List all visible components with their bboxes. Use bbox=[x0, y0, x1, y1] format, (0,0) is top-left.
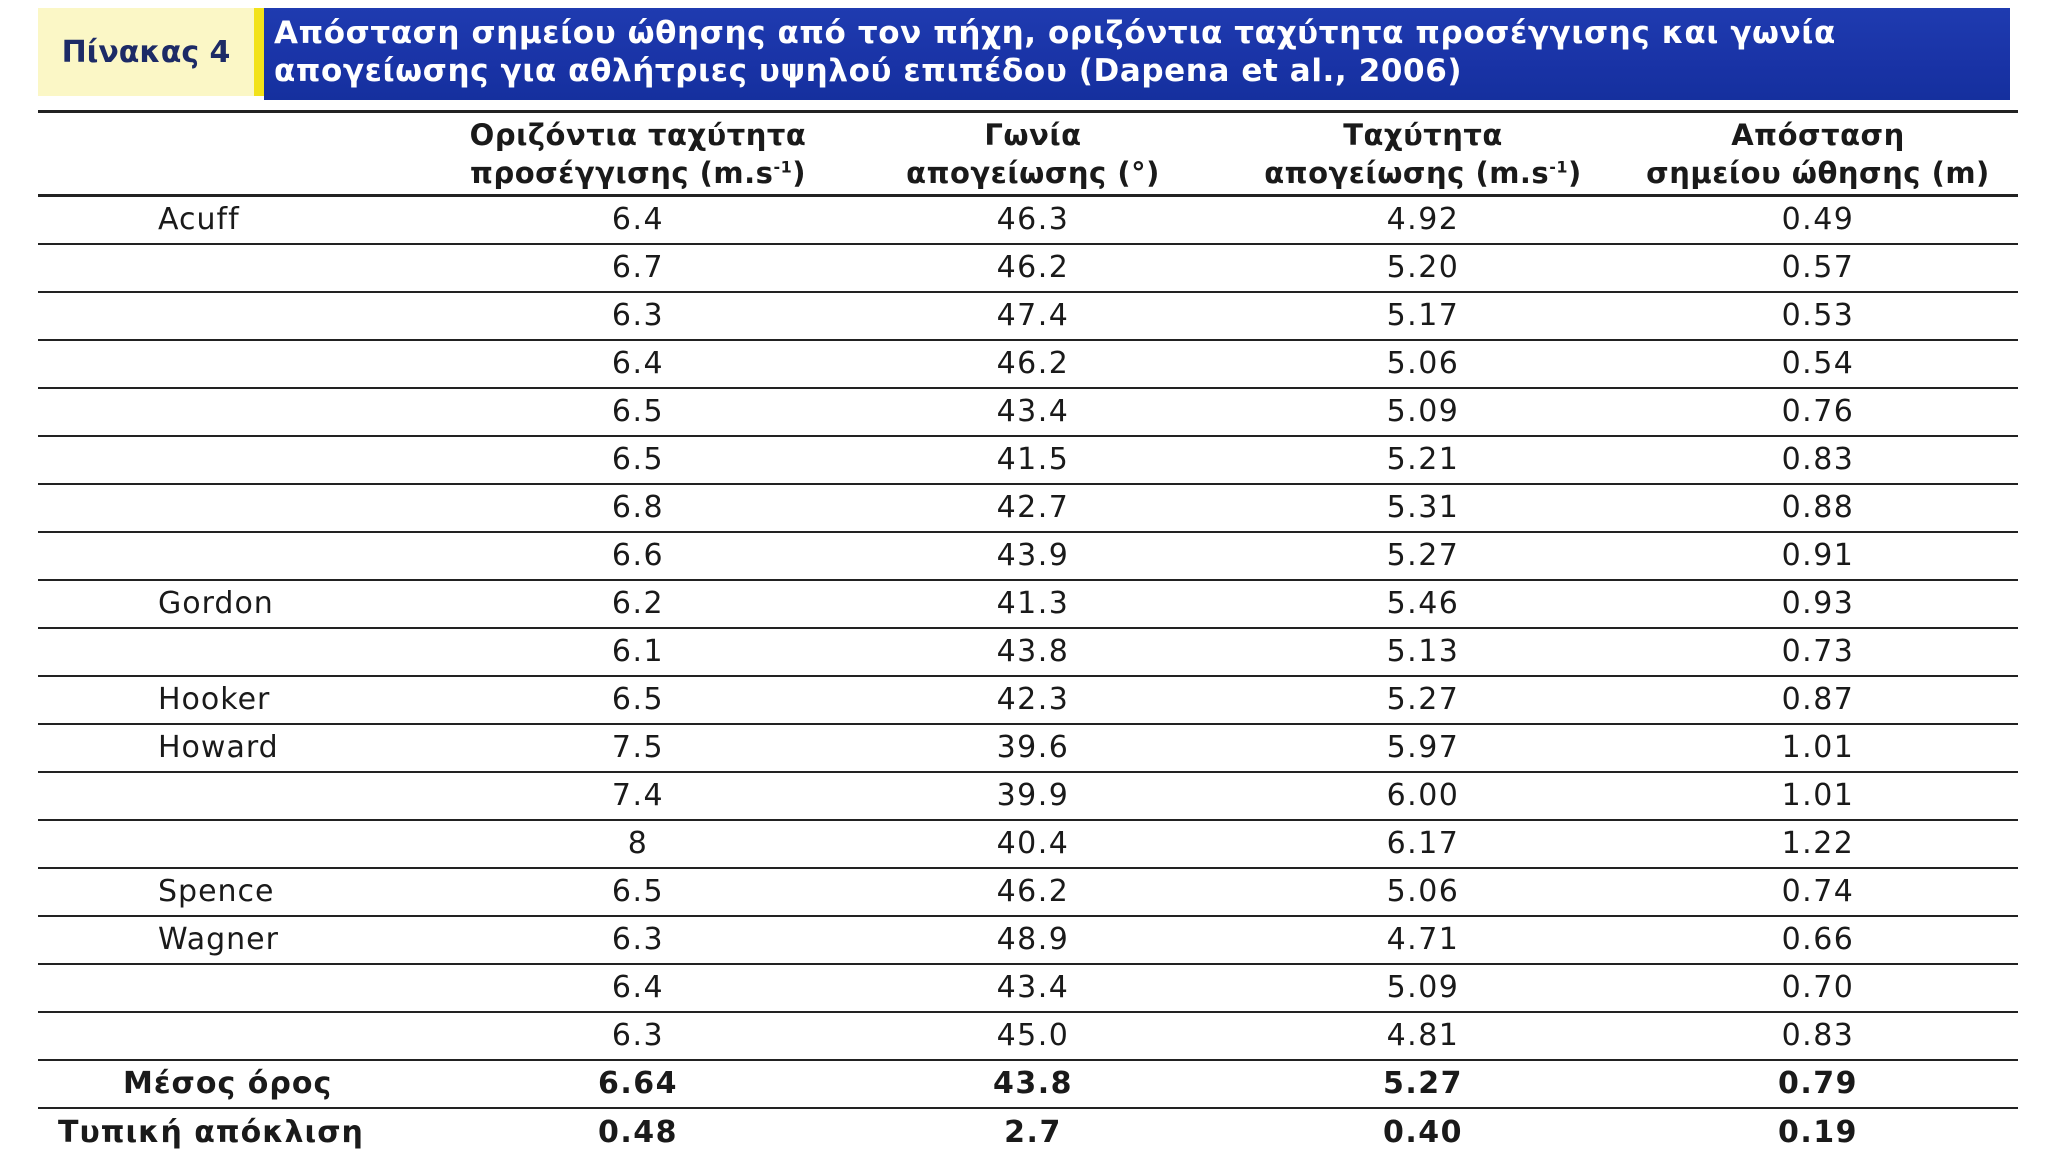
athlete-name-cell: Wagner bbox=[158, 922, 279, 957]
table-row bbox=[38, 724, 2018, 772]
approach-speed-cell: 0.48 bbox=[597, 1114, 679, 1150]
takeoff-angle-cell: 46.3 bbox=[996, 202, 1070, 238]
table-row bbox=[38, 532, 2018, 580]
takeoff-speed-cell: 5.27 bbox=[1386, 538, 1460, 573]
takeoff-speed-cell: 4.81 bbox=[1386, 1018, 1460, 1053]
takeoff-speed-cell: 5.27 bbox=[1386, 682, 1460, 717]
table-header-row bbox=[38, 112, 2018, 196]
approach-speed-cell: 6.8 bbox=[611, 490, 665, 525]
approach-speed-cell: 7.5 bbox=[611, 730, 665, 765]
approach-speed-cell: 6.7 bbox=[611, 250, 665, 285]
approach-speed-cell: 6.5 bbox=[611, 442, 665, 477]
table-row bbox=[38, 196, 2018, 244]
header-line-1: Απόσταση bbox=[1731, 117, 1905, 152]
table-row bbox=[38, 676, 2018, 724]
takeoff-speed-cell: 6.00 bbox=[1386, 778, 1460, 813]
takeoff-distance-cell: 0.83 bbox=[1781, 442, 1855, 477]
table-title: Απόσταση σημείου ώθησης από τον πήχη, οριζόντια ταχύτητα προσέγγισης και γωνία απογείωσης για αθλήτριες υψηλού επιπέδου (Dapena et al., 2006) bbox=[264, 8, 2010, 100]
approach-speed-cell: 6.5 bbox=[611, 874, 665, 909]
header-athlete bbox=[38, 112, 438, 196]
takeoff-speed-cell: 5.46 bbox=[1386, 586, 1460, 621]
athlete-name-cell bbox=[38, 772, 438, 820]
table-row bbox=[38, 628, 2018, 676]
table-number-label: Πίνακας 4 bbox=[38, 8, 264, 96]
takeoff-angle-cell: 48.9 bbox=[996, 922, 1070, 957]
takeoff-angle-cell: 39.6 bbox=[996, 730, 1070, 765]
takeoff-distance-cell: 0.49 bbox=[1781, 202, 1855, 238]
athlete-name-cell bbox=[38, 340, 438, 388]
approach-speed-cell: 6.3 bbox=[611, 298, 665, 333]
takeoff-distance-cell: 0.91 bbox=[1781, 538, 1855, 573]
takeoff-speed-cell: 5.21 bbox=[1386, 442, 1460, 477]
header-unit-exponent: -1 bbox=[1549, 156, 1568, 176]
table-row bbox=[38, 916, 2018, 964]
takeoff-speed-cell: 5.20 bbox=[1386, 250, 1460, 285]
takeoff-distance-cell: 0.66 bbox=[1781, 922, 1855, 957]
table-row bbox=[38, 244, 2018, 292]
athlete-name-cell: Acuff bbox=[158, 202, 240, 238]
takeoff-speed-cell: 5.97 bbox=[1386, 730, 1460, 765]
takeoff-speed-cell: 5.31 bbox=[1386, 490, 1460, 525]
athlete-name-cell: Spence bbox=[158, 874, 275, 909]
takeoff-angle-cell: 46.2 bbox=[996, 346, 1070, 381]
takeoff-angle-cell: 42.3 bbox=[996, 682, 1070, 717]
takeoff-angle-cell: 43.4 bbox=[996, 394, 1070, 429]
header-line-2: απογείωσης (°) bbox=[906, 155, 1160, 190]
header-line-2-tail: ) bbox=[1567, 155, 1582, 190]
takeoff-speed-cell: 5.06 bbox=[1386, 346, 1460, 381]
takeoff-distance-cell: 0.53 bbox=[1781, 298, 1855, 333]
approach-speed-cell: 8 bbox=[627, 826, 649, 861]
summary-row bbox=[38, 1108, 2018, 1156]
approach-speed-cell: 7.4 bbox=[611, 778, 665, 813]
takeoff-angle-cell: 43.9 bbox=[996, 538, 1070, 573]
athlete-name-cell: Howard bbox=[158, 730, 279, 765]
header-line-1: Οριζόντια ταχύτητα bbox=[469, 117, 807, 152]
athlete-name-cell bbox=[38, 532, 438, 580]
takeoff-speed-cell: 4.92 bbox=[1386, 202, 1460, 238]
athlete-name-cell: Gordon bbox=[158, 586, 274, 621]
takeoff-distance-cell: 0.54 bbox=[1781, 346, 1855, 381]
takeoff-speed-cell: 4.71 bbox=[1386, 922, 1460, 957]
header-takeoff-distance bbox=[1618, 112, 2018, 196]
table-row bbox=[38, 820, 2018, 868]
takeoff-distance-cell: 0.87 bbox=[1781, 682, 1855, 717]
takeoff-distance-cell: 1.22 bbox=[1781, 826, 1855, 861]
table-row bbox=[38, 580, 2018, 628]
athlete-name-cell bbox=[38, 484, 438, 532]
table-row bbox=[38, 388, 2018, 436]
takeoff-distance-cell: 0.19 bbox=[1777, 1114, 1859, 1150]
header-line-2: απογείωσης (m.s bbox=[1264, 155, 1550, 190]
table-body bbox=[38, 196, 2018, 1156]
takeoff-distance-cell: 1.01 bbox=[1781, 730, 1855, 765]
takeoff-angle-cell: 47.4 bbox=[996, 298, 1070, 333]
takeoff-distance-cell: 0.57 bbox=[1781, 250, 1855, 285]
table-row bbox=[38, 340, 2018, 388]
header-line-1: Ταχύτητα bbox=[1343, 117, 1503, 152]
takeoff-angle-cell: 43.8 bbox=[992, 1066, 1074, 1101]
athlete-name-cell bbox=[38, 292, 438, 340]
approach-speed-cell: 6.4 bbox=[611, 346, 665, 381]
takeoff-distance-cell: 0.88 bbox=[1781, 490, 1855, 525]
takeoff-angle-cell: 43.8 bbox=[996, 634, 1070, 669]
header-line-2-tail: ) bbox=[792, 155, 806, 190]
athlete-name-cell bbox=[38, 628, 438, 676]
takeoff-angle-cell: 41.5 bbox=[996, 442, 1070, 477]
athlete-name-cell bbox=[38, 1012, 438, 1060]
header-approach-speed bbox=[438, 112, 838, 196]
header-line-1: Γωνία bbox=[984, 117, 1082, 152]
approach-speed-cell: 6.5 bbox=[611, 682, 665, 717]
athlete-name-cell bbox=[38, 964, 438, 1012]
table-row bbox=[38, 484, 2018, 532]
approach-speed-cell: 6.64 bbox=[597, 1066, 679, 1101]
takeoff-distance-cell: 0.70 bbox=[1781, 970, 1855, 1005]
takeoff-speed-cell: 5.17 bbox=[1386, 298, 1460, 333]
takeoff-angle-cell: 41.3 bbox=[996, 586, 1070, 621]
takeoff-distance-cell: 0.93 bbox=[1781, 586, 1855, 621]
takeoff-angle-cell: 2.7 bbox=[1004, 1114, 1062, 1150]
takeoff-angle-cell: 42.7 bbox=[996, 490, 1070, 525]
approach-speed-cell: 6.3 bbox=[611, 922, 665, 957]
takeoff-distance-cell: 0.79 bbox=[1777, 1066, 1859, 1101]
athlete-name-cell bbox=[38, 436, 438, 484]
athlete-name-cell: Hooker bbox=[158, 682, 271, 717]
approach-speed-cell: 6.4 bbox=[611, 970, 665, 1005]
athlete-name-cell bbox=[38, 388, 438, 436]
takeoff-distance-cell: 0.76 bbox=[1781, 394, 1855, 429]
takeoff-speed-cell: 5.09 bbox=[1386, 970, 1460, 1005]
header-unit-exponent: -1 bbox=[773, 156, 793, 176]
takeoff-distance-cell: 0.83 bbox=[1781, 1018, 1855, 1053]
athlete-name-cell: Τυπική απόκλιση bbox=[58, 1114, 364, 1150]
takeoff-speed-cell: 5.09 bbox=[1386, 394, 1460, 429]
approach-speed-cell: 6.1 bbox=[611, 634, 665, 669]
table-caption bbox=[38, 8, 2010, 100]
takeoff-angle-cell: 46.2 bbox=[996, 250, 1070, 285]
table-row bbox=[38, 436, 2018, 484]
takeoff-speed-cell: 5.27 bbox=[1382, 1066, 1464, 1101]
takeoff-speed-cell: 5.13 bbox=[1386, 634, 1460, 669]
takeoff-distance-cell: 1.01 bbox=[1781, 778, 1855, 813]
takeoff-distance-cell: 0.73 bbox=[1781, 634, 1855, 669]
approach-speed-cell: 6.6 bbox=[611, 538, 665, 573]
header-line-2: προσέγγισης (m.s bbox=[470, 155, 774, 190]
takeoff-speed-cell: 6.17 bbox=[1386, 826, 1460, 861]
takeoff-speed-cell: 0.40 bbox=[1382, 1114, 1464, 1150]
data-table bbox=[38, 110, 2018, 1156]
header-takeoff-angle bbox=[838, 112, 1228, 196]
table-row bbox=[38, 964, 2018, 1012]
athlete-name-cell: Μέσος όρος bbox=[123, 1066, 333, 1101]
table-row bbox=[38, 868, 2018, 916]
takeoff-angle-cell: 43.4 bbox=[996, 970, 1070, 1005]
takeoff-angle-cell: 39.9 bbox=[996, 778, 1070, 813]
takeoff-speed-cell: 5.06 bbox=[1386, 874, 1460, 909]
approach-speed-cell: 6.3 bbox=[611, 1018, 665, 1053]
approach-speed-cell: 6.2 bbox=[611, 586, 665, 621]
header-takeoff-speed bbox=[1228, 112, 1618, 196]
table-row bbox=[38, 772, 2018, 820]
summary-row bbox=[38, 1060, 2018, 1108]
table-row bbox=[38, 292, 2018, 340]
takeoff-angle-cell: 45.0 bbox=[996, 1018, 1070, 1053]
approach-speed-cell: 6.4 bbox=[611, 202, 665, 238]
takeoff-distance-cell: 0.74 bbox=[1781, 874, 1855, 909]
takeoff-angle-cell: 40.4 bbox=[996, 826, 1070, 861]
approach-speed-cell: 6.5 bbox=[611, 394, 665, 429]
athlete-name-cell bbox=[38, 244, 438, 292]
athlete-name-cell bbox=[38, 820, 438, 868]
table-row bbox=[38, 1012, 2018, 1060]
takeoff-angle-cell: 46.2 bbox=[996, 874, 1070, 909]
header-line-2: σημείου ώθησης (m) bbox=[1646, 155, 1990, 190]
